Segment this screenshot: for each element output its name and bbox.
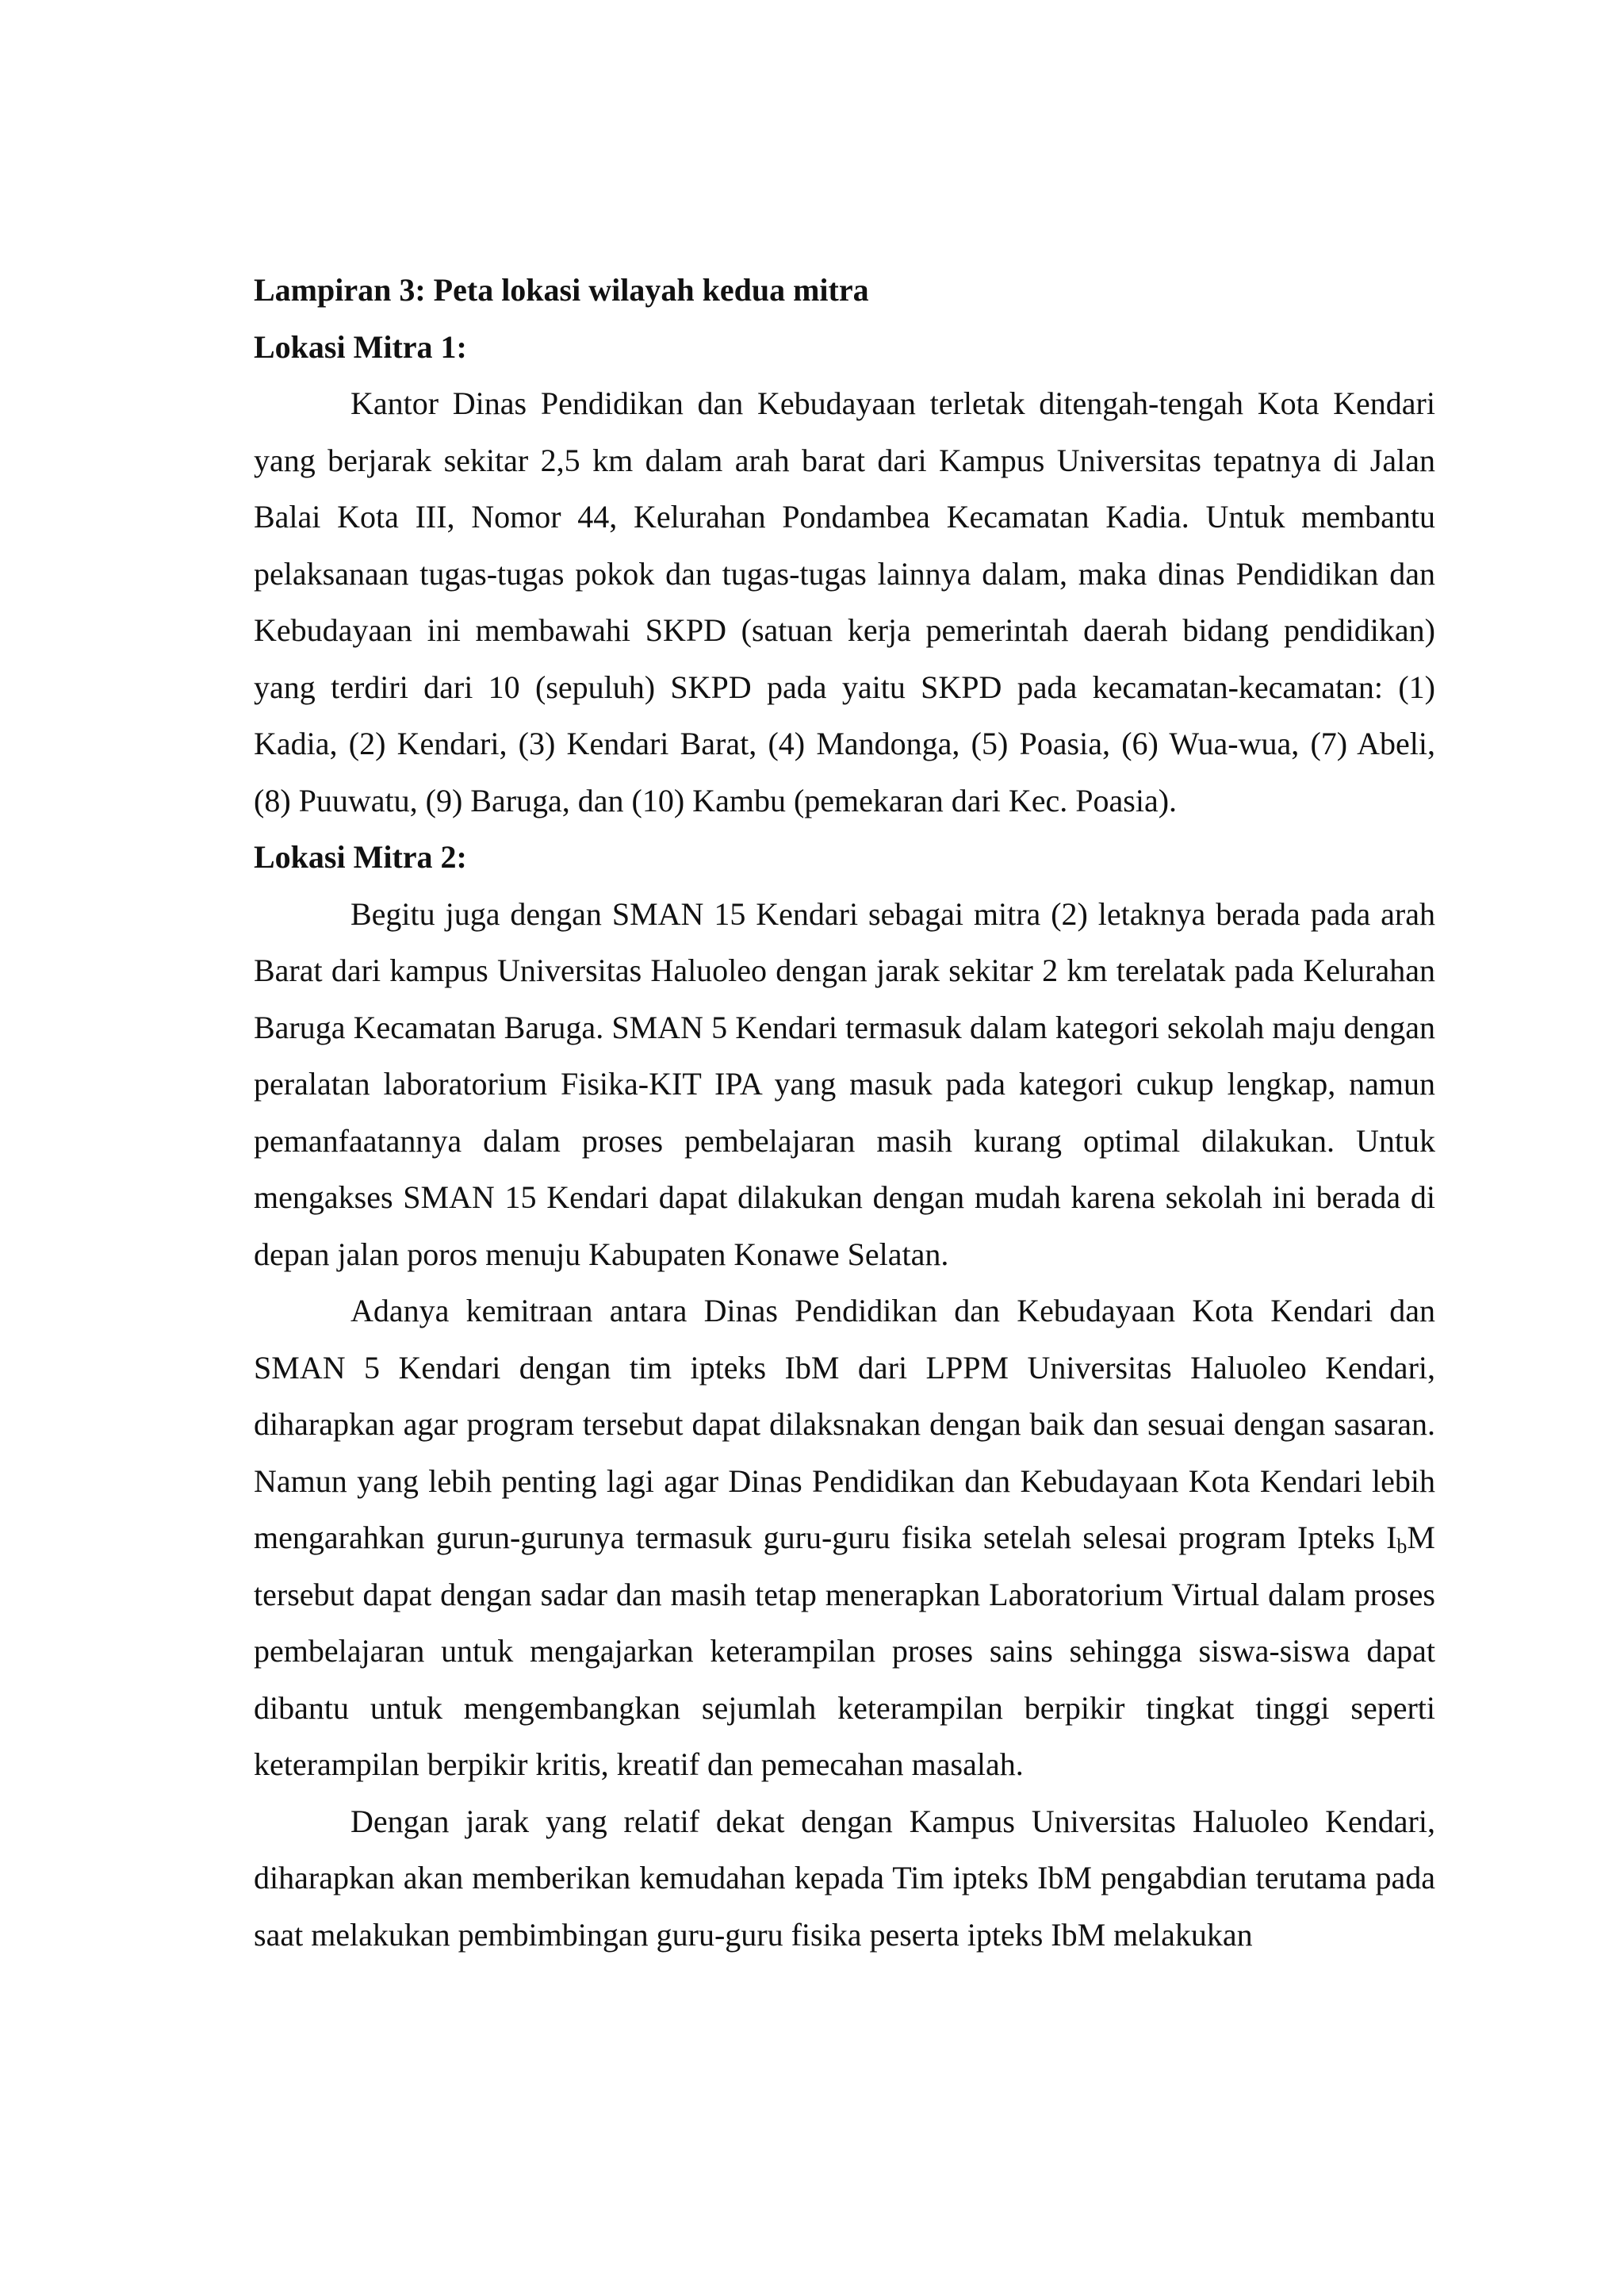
paragraph-partnership-part1: Adanya kemitraan antara Dinas Pendidikan dan Kebudayaan Kota Kendari dan SMAN 5 Kendari dengan tim ipteks IbM dari LPPM Universitas Haluoleo Kendari, diharapkan agar program tersebut dapat dilaksnakan dengan baik dan sesuai dengan sasaran. Namun yang lebih penting lagi agar Dinas Pendidikan dan Kebudayaan Kota Kendari lebih mengarahkan gurun-gurunya termasuk guru-guru fisika setelah selesai program Ipteks I <box>254 1293 1435 1555</box>
section-heading-mitra-2: Lokasi Mitra 2: <box>254 839 467 875</box>
paragraph-partnership-part2: M tersebut dapat dengan sadar dan masih tetap menerapkan Laboratorium Virtual dalam proses pembelajaran untuk mengajarkan keterampilan proses sains sehingga siswa-siswa dapat dibantu untuk mengembangkan sejumlah keterampilan berpikir tingkat tinggi seperti keterampilan berpikir kritis, kreatif dan pemecahan masalah. <box>254 1520 1435 1782</box>
paragraph-mitra-1: Kantor Dinas Pendidikan dan Kebudayaan terletak ditengah-tengah Kota Kendari yang berjarak sekitar 2,5 km dalam arah barat dari Kampus Universitas tepatnya di Jalan Balai Kota III, Nomor 44, Kelurahan Pondambea Kecamatan Kadia. Untuk membantu pelaksanaan tugas-tugas pokok dan tugas-tugas lainnya dalam, maka dinas Pendidikan dan Kebudayaan ini membawahi SKPD (satuan kerja pemerintah daerah bidang pendidikan) yang terdiri dari 10 (sepuluh) SKPD pada yaitu SKPD pada kecamatan-kecamatan: (1) Kadia, (2) Kendari, (3) Kendari Barat, (4) Mandonga, (5) Poasia, (6) Wua-wua, (7) Abeli, (8) Puuwatu, (9) Baruga, dan (10) Kambu (pemekaran dari Kec. Poasia). <box>254 385 1435 818</box>
paragraph-mitra-2-location: Begitu juga dengan SMAN 15 Kendari sebagai mitra (2) letaknya berada pada arah Barat dari kampus Universitas Haluoleo dengan jarak sekitar 2 km terelatak pada Kelurahan Baruga Kecamatan Baruga. SMAN 5 Kendari termasuk dalam kategori sekolah maju dengan peralatan laboratorium Fisika-KIT IPA yang masuk pada kategori cukup lengkap, namun pemanfaatannya dalam proses pembelajaran masih kurang optimal dilakukan. Untuk mengakses SMAN 15 Kendari dapat dilakukan dengan mudah karena sekolah ini berada di depan jalan poros menuju Kabupaten Konawe Selatan. <box>254 895 1435 1272</box>
document-body <box>254 262 1435 1963</box>
subscript-b: b <box>1396 1535 1408 1558</box>
paragraph-distance: Dengan jarak yang relatif dekat dengan Kampus Universitas Haluoleo Kendari, diharapkan akan memberikan kemudahan kepada Tim ipteks IbM pengabdian terutama pada saat melakukan pembimbingan guru-guru fisika peserta ipteks IbM melakukan <box>254 1803 1435 1953</box>
paragraph-partnership <box>254 1282 1435 1793</box>
section-heading-mitra-1: Lokasi Mitra 1: <box>254 328 467 365</box>
appendix-title: Lampiran 3: Peta lokasi wilayah kedua mitra <box>254 272 869 308</box>
